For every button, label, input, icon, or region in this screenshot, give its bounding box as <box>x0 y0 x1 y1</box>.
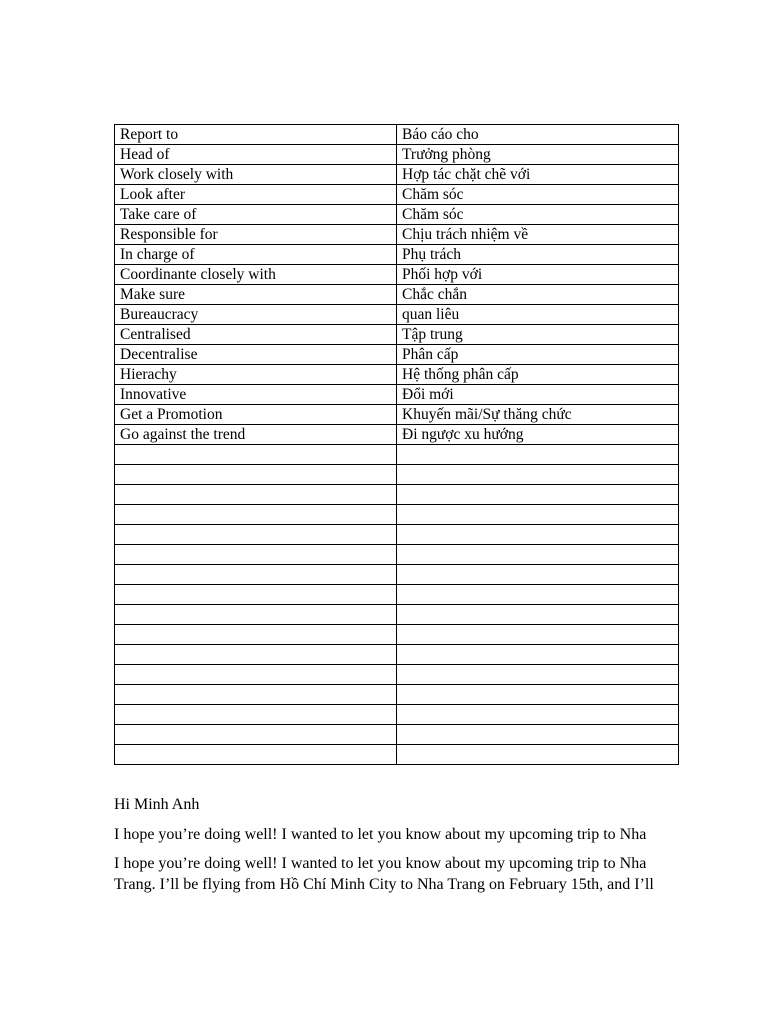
vietnamese-term-cell: Hệ thống phân cấp <box>397 365 679 385</box>
vietnamese-term-cell: Trưởng phòng <box>397 145 679 165</box>
vietnamese-term-cell: Hợp tác chặt chẽ với <box>397 165 679 185</box>
table-row <box>115 405 679 425</box>
english-term-cell <box>115 705 397 725</box>
vocabulary-table <box>114 124 679 765</box>
table-row <box>115 205 679 225</box>
english-term-cell: Take care of <box>115 205 397 225</box>
vietnamese-term-cell <box>397 565 679 585</box>
english-term-cell: Head of <box>115 145 397 165</box>
vietnamese-term-cell <box>397 605 679 625</box>
table-row <box>115 465 679 485</box>
vietnamese-term-cell: Phối hợp với <box>397 265 679 285</box>
letter-paragraph: I hope you’re doing well! I wanted to let you know about my upcoming trip to Nha <box>114 826 647 843</box>
english-term-cell: Coordinante closely with <box>115 265 397 285</box>
english-term-cell: Bureaucracy <box>115 305 397 325</box>
table-row <box>115 245 679 265</box>
table-row <box>115 225 679 245</box>
english-term-cell: Decentralise <box>115 345 397 365</box>
english-term-cell: Go against the trend <box>115 425 397 445</box>
english-term-cell: Report to <box>115 125 397 145</box>
english-term-cell <box>115 485 397 505</box>
table-row <box>115 165 679 185</box>
table-row <box>115 525 679 545</box>
table-row <box>115 665 679 685</box>
english-term-cell <box>115 585 397 605</box>
vietnamese-term-cell: Khuyến mãi/Sự thăng chức <box>397 405 679 425</box>
table-row <box>115 625 679 645</box>
table-row <box>115 745 679 765</box>
vietnamese-term-cell <box>397 485 679 505</box>
vietnamese-term-cell <box>397 705 679 725</box>
table-row <box>115 505 679 525</box>
table-row <box>115 725 679 745</box>
vietnamese-term-cell <box>397 585 679 605</box>
table-row <box>115 185 679 205</box>
vietnamese-term-cell: Chắc chắn <box>397 285 679 305</box>
vietnamese-term-cell: Báo cáo cho <box>397 125 679 145</box>
table-row <box>115 545 679 565</box>
table-row <box>115 305 679 325</box>
table-row <box>115 585 679 605</box>
letter-greeting: Hi Minh Anh <box>114 796 200 813</box>
vietnamese-term-cell: Chăm sóc <box>397 205 679 225</box>
english-term-cell <box>115 745 397 765</box>
vietnamese-term-cell: Chăm sóc <box>397 185 679 205</box>
vietnamese-term-cell: Đổi mới <box>397 385 679 405</box>
letter-body <box>114 794 674 903</box>
vietnamese-term-cell: Tập trung <box>397 325 679 345</box>
vietnamese-term-cell <box>397 465 679 485</box>
english-term-cell <box>115 505 397 525</box>
vietnamese-term-cell: Đi ngược xu hướng <box>397 425 679 445</box>
vietnamese-term-cell <box>397 745 679 765</box>
english-term-cell <box>115 525 397 545</box>
english-term-cell: Centralised <box>115 325 397 345</box>
vietnamese-term-cell <box>397 545 679 565</box>
table-row <box>115 265 679 285</box>
table-row <box>115 125 679 145</box>
table-row <box>115 385 679 405</box>
vietnamese-term-cell <box>397 445 679 465</box>
english-term-cell: Look after <box>115 185 397 205</box>
english-term-cell <box>115 445 397 465</box>
vietnamese-term-cell <box>397 645 679 665</box>
english-term-cell: In charge of <box>115 245 397 265</box>
table-row <box>115 325 679 345</box>
vietnamese-term-cell <box>397 525 679 545</box>
vietnamese-term-cell: Phụ trách <box>397 245 679 265</box>
vietnamese-term-cell: Chịu trách nhiệm về <box>397 225 679 245</box>
english-term-cell: Work closely with <box>115 165 397 185</box>
english-term-cell <box>115 625 397 645</box>
table-row <box>115 345 679 365</box>
english-term-cell <box>115 605 397 625</box>
table-row <box>115 705 679 725</box>
vietnamese-term-cell <box>397 505 679 525</box>
vietnamese-term-cell: quan liêu <box>397 305 679 325</box>
table-row <box>115 605 679 625</box>
english-term-cell: Hierachy <box>115 365 397 385</box>
english-term-cell <box>115 545 397 565</box>
vietnamese-term-cell <box>397 625 679 645</box>
vietnamese-term-cell <box>397 665 679 685</box>
vietnamese-term-cell: Phân cấp <box>397 345 679 365</box>
english-term-cell <box>115 565 397 585</box>
letter-paragraph: I hope you’re doing well! I wanted to let you know about my upcoming trip to Nha Trang. I’ll be flying from Hồ Chí Minh City to Nha Trang on February 15th, and I’ll <box>114 855 654 893</box>
english-term-cell: Get a Promotion <box>115 405 397 425</box>
english-term-cell <box>115 665 397 685</box>
english-term-cell: Responsible for <box>115 225 397 245</box>
table-row <box>115 145 679 165</box>
english-term-cell <box>115 645 397 665</box>
table-row <box>115 645 679 665</box>
vietnamese-term-cell <box>397 685 679 705</box>
table-row <box>115 365 679 385</box>
table-row <box>115 485 679 505</box>
table-row <box>115 685 679 705</box>
vocabulary-table-body <box>115 125 679 765</box>
table-row <box>115 425 679 445</box>
table-row <box>115 445 679 465</box>
english-term-cell: Make sure <box>115 285 397 305</box>
table-row <box>115 565 679 585</box>
table-row <box>115 285 679 305</box>
english-term-cell <box>115 465 397 485</box>
english-term-cell <box>115 725 397 745</box>
english-term-cell: Innovative <box>115 385 397 405</box>
english-term-cell <box>115 685 397 705</box>
vietnamese-term-cell <box>397 725 679 745</box>
